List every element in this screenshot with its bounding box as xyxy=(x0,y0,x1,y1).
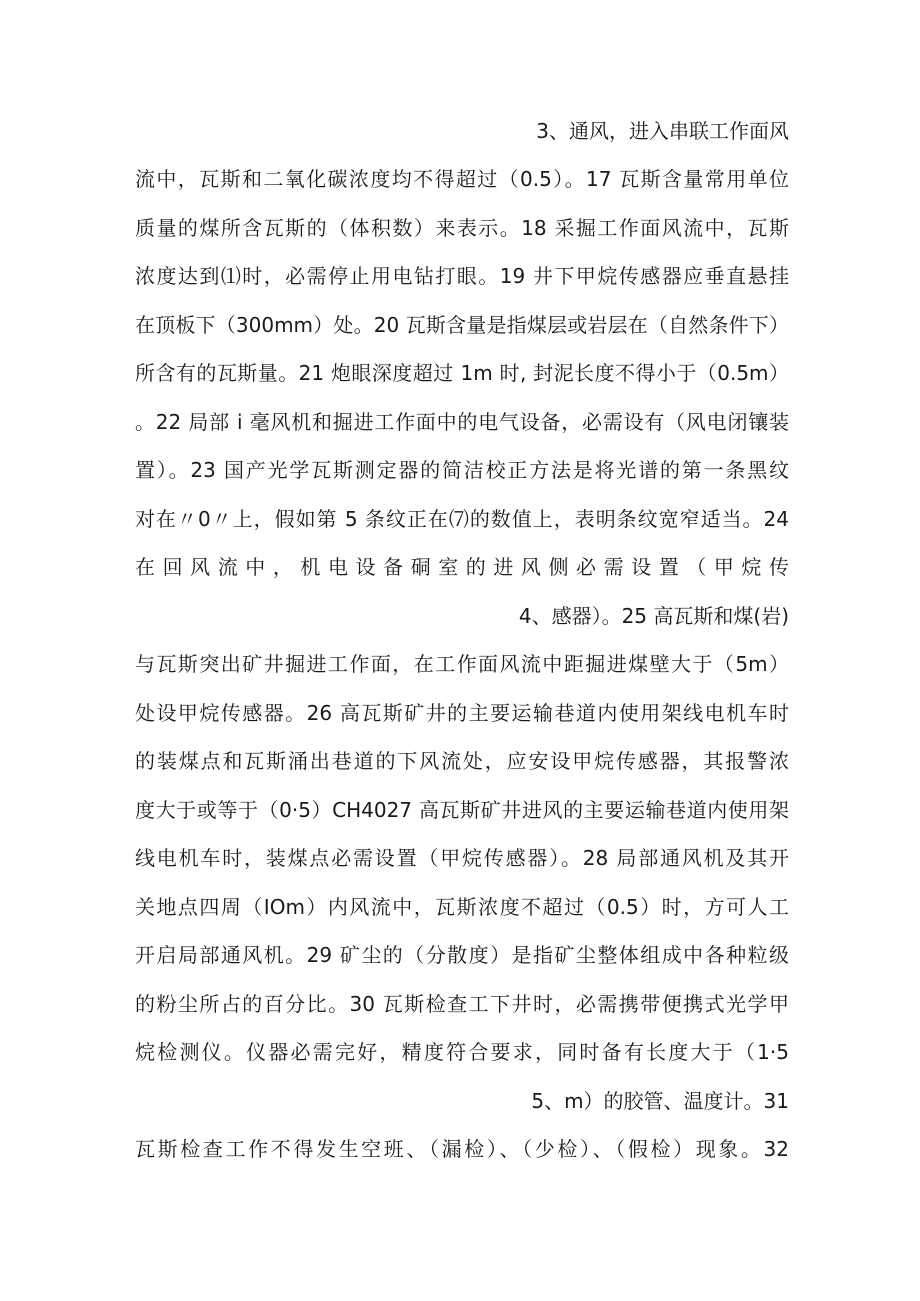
text-line: 与瓦斯突出矿井掘进工作面，在工作面风流中距掘进煤壁大于（5m） xyxy=(135,652,789,676)
text-line: 的粉尘所占的百分比。30 瓦斯检查工下井时，必需携带便携式光学甲 xyxy=(135,992,789,1016)
text-line: 置）。23 国产光学瓦斯测定器的简洁校正方法是将光谱的第一条黑纹 xyxy=(135,458,789,482)
text-line: 关地点四周（IOm）内风流中，瓦斯浓度不超过（0.5）时，方可人工 xyxy=(135,895,789,919)
text-line: 5、m）的胶管、温度计。31 xyxy=(531,1089,789,1113)
text-line: 所含有的瓦斯量。21 炮眼深度超过 1m 时, 封泥长度不得小于（0.5m） xyxy=(135,361,789,385)
text-line: 3、通风，进入串联工作面风 xyxy=(536,119,789,143)
text-line: 浓度达到⑴时，必需停止用电钻打眼。19 井下甲烷传感器应垂直悬挂 xyxy=(135,264,789,288)
text-line: 4、感器）。25 高瓦斯和煤(岩) xyxy=(518,604,789,628)
text-line: 处设甲烷传感器。26 高瓦斯矿井的主要运输巷道内使用架线电机车时 xyxy=(135,701,789,725)
text-line: 度大于或等于（0·5）CH4027 高瓦斯矿井进风的主要运输巷道内使用架 xyxy=(135,798,789,822)
text-line: 的装煤点和瓦斯涌出巷道的下风流处，应安设甲烷传感器，其报警浓 xyxy=(135,749,789,773)
text-line: 线电机车时，装煤点必需设置（甲烷传感器）。28 局部通风机及其开 xyxy=(135,846,789,870)
text-line: 瓦斯检查工作不得发生空班、（漏检）、（少检）、（假检）现象。32 xyxy=(135,1137,789,1161)
text-line: 。22 局部 i 毫风机和掘进工作面中的电气设备，必需设有（风电闭镶装 xyxy=(135,410,789,434)
text-line: 对在〃0〃上，假如第 5 条纹正在⑺的数值上，表明条纹宽窄适当。24 xyxy=(135,507,789,531)
text-line: 在回风流中，机电设备硐室的进风侧必需设置（甲烷传 xyxy=(135,555,789,579)
text-line: 在顶板下（300mm）处。20 瓦斯含量是指煤层或岩层在（自然条件下） xyxy=(135,313,789,337)
text-line: 烷检测仪。仪器必需完好，精度符合要求，同时备有长度大于（1·5 xyxy=(135,1040,789,1064)
text-line: 质量的煤所含瓦斯的（体积数）来表示。18 采掘工作面风流中，瓦斯 xyxy=(135,216,789,240)
text-line: 开启局部通风机。29 矿尘的（分散度）是指矿尘整体组成中各种粒级 xyxy=(135,943,789,967)
text-line: 流中，瓦斯和二氧化碳浓度均不得超过（0.5）。17 瓦斯含量常用单位 xyxy=(135,167,789,191)
